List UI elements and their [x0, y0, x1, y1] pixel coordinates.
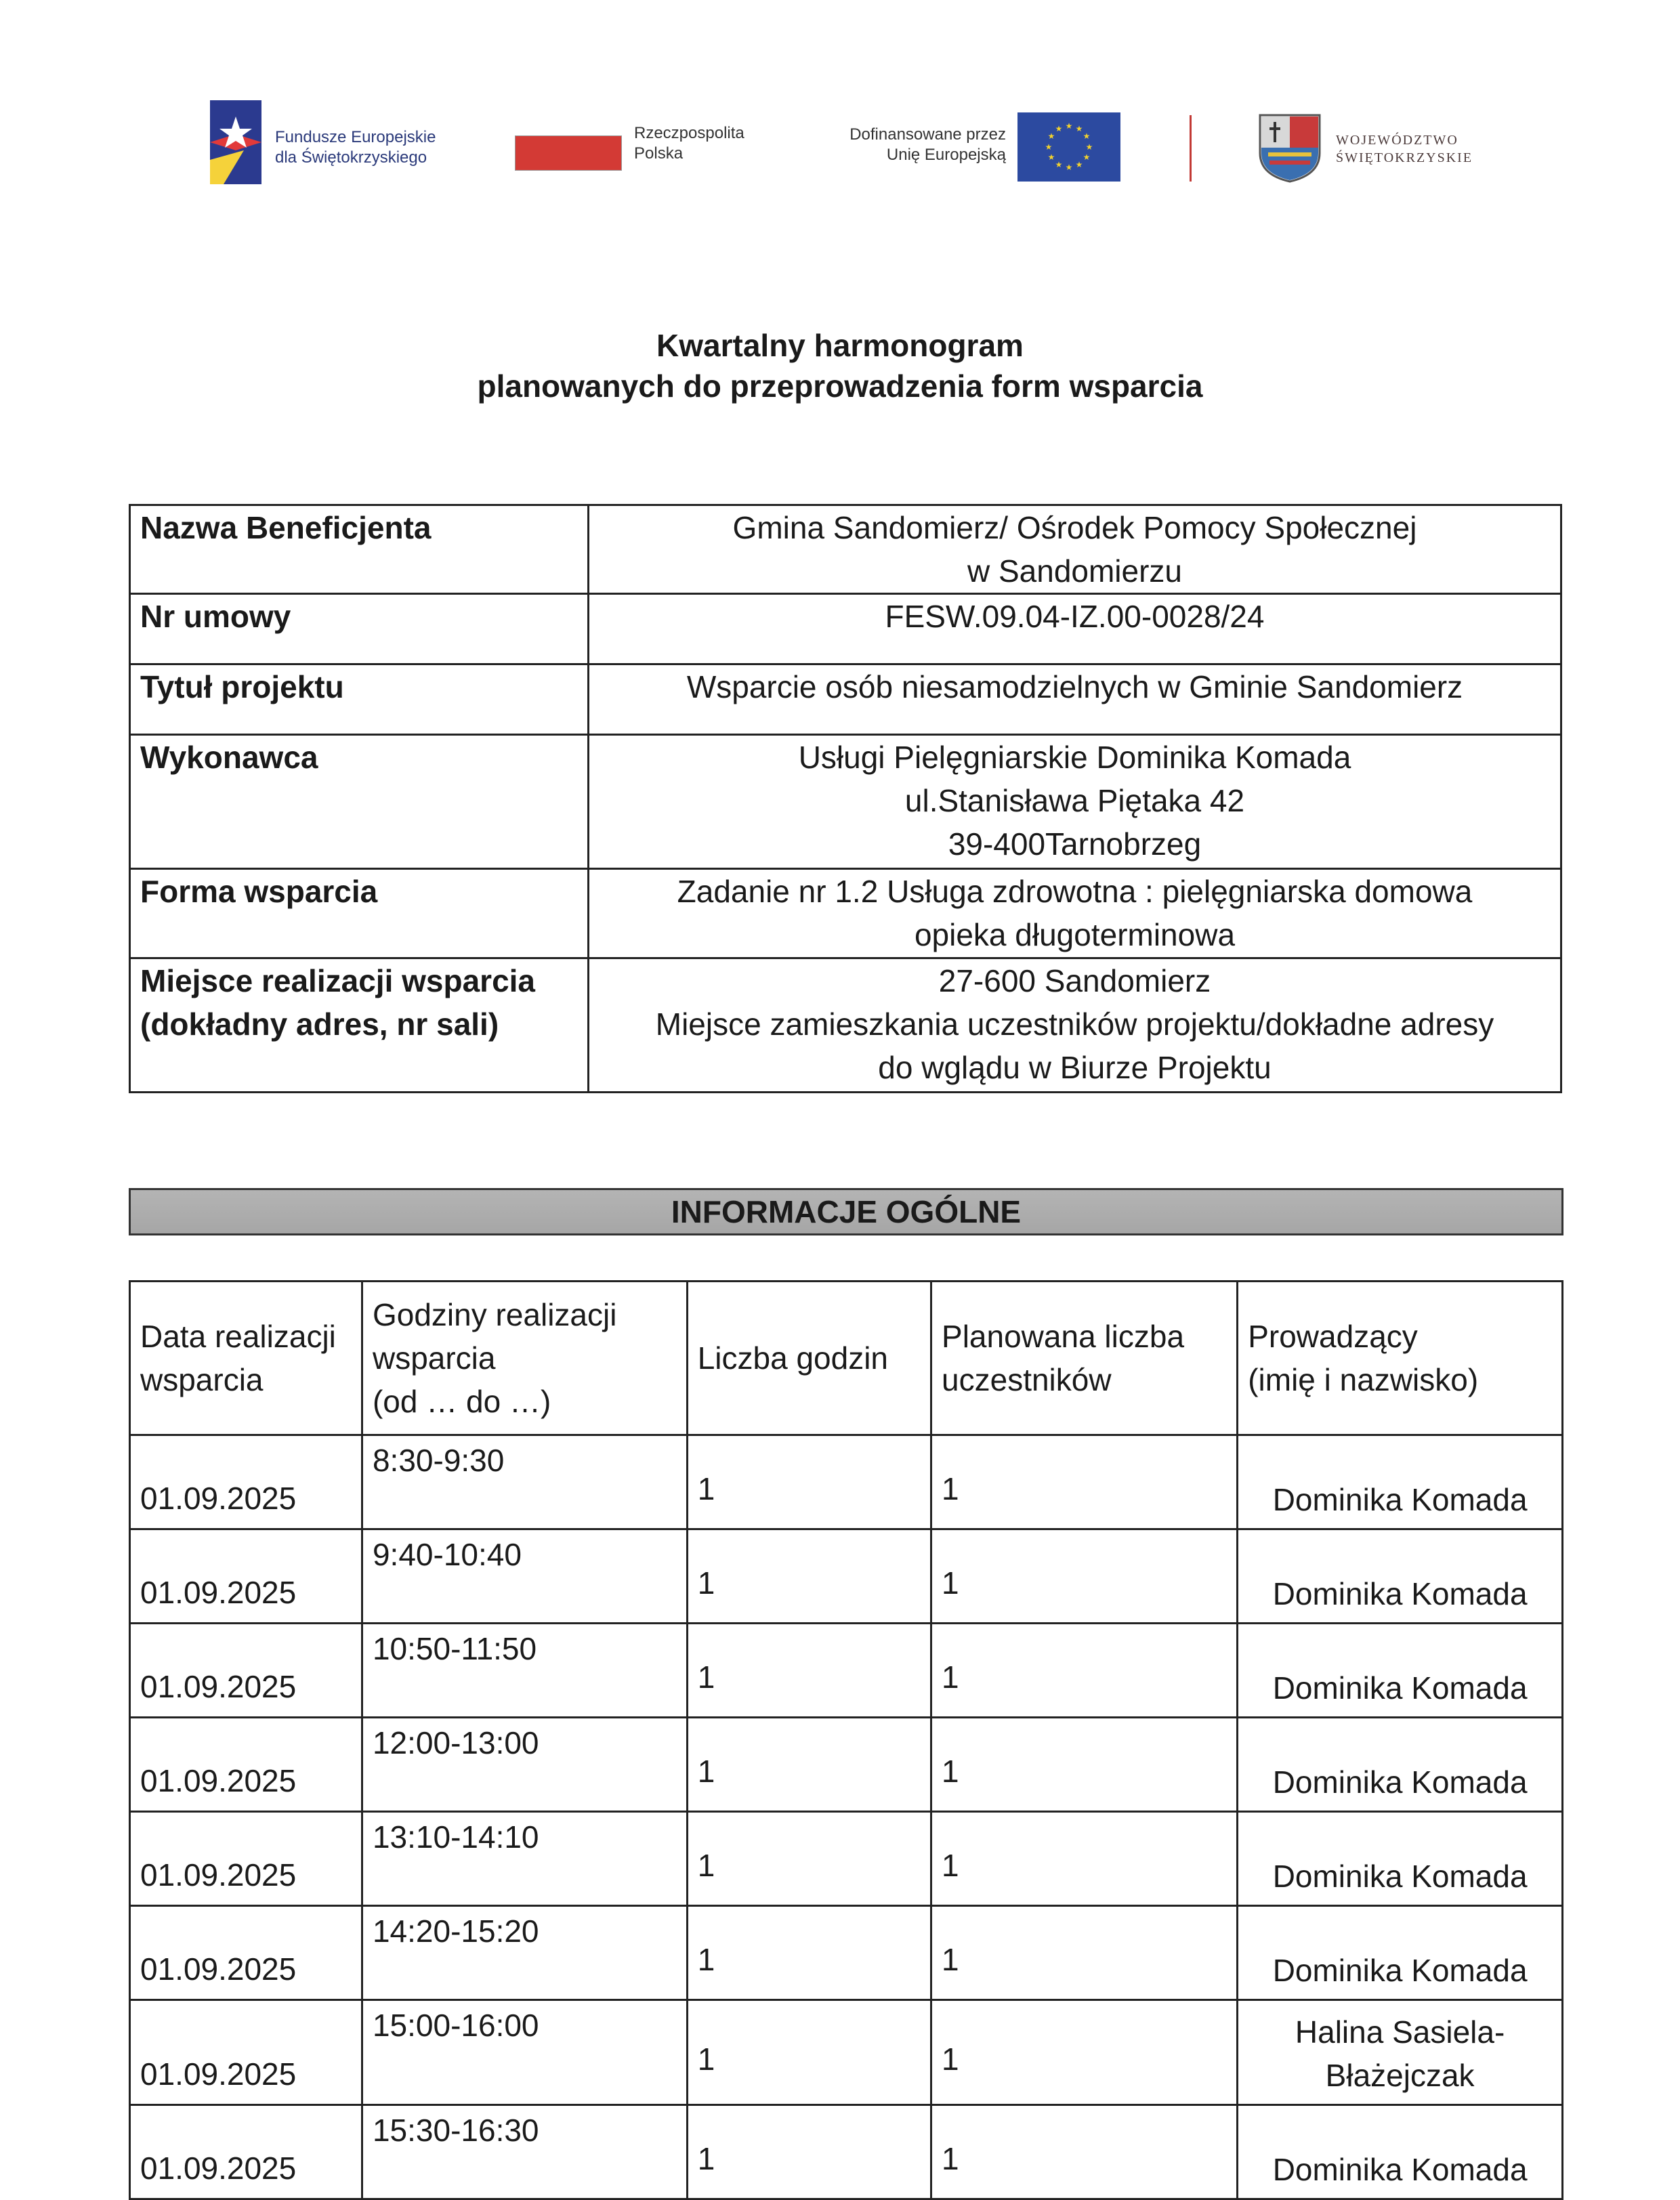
info-row-contract — [130, 594, 1561, 664]
svg-text:★: ★ — [1083, 131, 1091, 141]
cell-hours: 15:30-16:30 — [362, 2105, 687, 2199]
cell-hours: 10:50-11:50 — [362, 1624, 687, 1718]
cell-date: 01.09.2025 — [130, 1624, 362, 1718]
rp-logo-line2: Polska — [634, 144, 684, 163]
cell-count: 1 — [687, 1529, 931, 1624]
cell-participants: 1 — [931, 1906, 1238, 2000]
schedule-row — [130, 1812, 1563, 1906]
header-line: wsparcia — [372, 1340, 496, 1376]
info-value-line: Usługi Pielęgniarskie Dominika Komada — [798, 740, 1351, 775]
cell-hours: 15:00-16:00 — [362, 2000, 687, 2105]
cell-date: 01.09.2025 — [130, 1718, 362, 1812]
lead-line: Dominika Komada — [1272, 2152, 1528, 2187]
cell-lead — [1238, 1529, 1563, 1624]
info-value-line: 27-600 Sandomierz — [938, 963, 1211, 998]
cell-hours: 12:00-13:00 — [362, 1718, 687, 1812]
info-label: Wykonawca — [130, 735, 589, 869]
cell-hours: 8:30-9:30 — [362, 1435, 687, 1529]
schedule-row — [130, 1906, 1563, 2000]
header-line: wsparcia — [140, 1362, 264, 1397]
logo-divider — [1190, 115, 1192, 182]
cell-count: 1 — [687, 1624, 931, 1718]
polish-flag-icon — [515, 135, 622, 171]
rp-logo-line1: Rzeczpospolita — [634, 124, 744, 142]
header-date — [130, 1282, 362, 1435]
cell-lead — [1238, 1906, 1563, 2000]
cell-date: 01.09.2025 — [130, 1906, 362, 2000]
eu-logo-line2: Unię Europejską — [886, 146, 1006, 164]
cell-count: 1 — [687, 1718, 931, 1812]
logo-strip — [210, 95, 1497, 190]
schedule-row — [130, 2000, 1563, 2105]
cell-count: 1 — [687, 1812, 931, 1906]
info-value-line: ul.Stanisława Piętaka 42 — [904, 783, 1245, 818]
fe-logo-line1: Fundusze Europejskie — [275, 128, 436, 146]
lead-line: Dominika Komada — [1272, 1764, 1528, 1800]
cell-participants: 1 — [931, 1812, 1238, 1906]
schedule-row — [130, 2105, 1563, 2199]
lead-line: Dominika Komada — [1272, 1670, 1528, 1706]
svg-text:★: ★ — [1065, 121, 1073, 131]
cell-participants: 1 — [931, 1718, 1238, 1812]
info-label — [130, 958, 589, 1093]
eu-flag-icon — [1017, 112, 1120, 182]
cell-lead — [1238, 1624, 1563, 1718]
header-line: Planowana liczba — [942, 1319, 1185, 1354]
info-value — [589, 869, 1561, 958]
header-line: (od … do …) — [372, 1384, 551, 1419]
cell-lead — [1238, 1812, 1563, 1906]
cell-participants: 1 — [931, 1435, 1238, 1529]
svg-text:★: ★ — [1047, 152, 1055, 162]
info-row-contractor — [130, 735, 1561, 869]
cell-participants: 1 — [931, 2105, 1238, 2199]
cell-count: 1 — [687, 2000, 931, 2105]
schedule-row — [130, 1529, 1563, 1624]
lead-line: Dominika Komada — [1272, 1576, 1528, 1611]
info-row-beneficiary — [130, 505, 1561, 594]
cell-lead — [1238, 2105, 1563, 2199]
lead-line: Błażejczak — [1325, 2058, 1475, 2093]
cell-hours: 9:40-10:40 — [362, 1529, 687, 1624]
cell-lead — [1238, 2000, 1563, 2105]
info-row-project-title — [130, 664, 1561, 735]
eu-logo — [813, 112, 1138, 187]
cell-date: 01.09.2025 — [130, 1435, 362, 1529]
info-label: Nr umowy — [130, 594, 589, 664]
title-line1: Kwartalny harmonogram — [656, 328, 1024, 363]
schedule-row — [130, 1624, 1563, 1718]
sw-logo-line1: WOJEWÓDZTWO — [1336, 133, 1458, 148]
info-row-location — [130, 958, 1561, 1093]
fe-logo-line2: dla Świętokrzyskiego — [275, 148, 427, 167]
info-value — [589, 735, 1561, 869]
svg-text:★: ★ — [1055, 160, 1063, 169]
svg-text:★: ★ — [1047, 131, 1055, 141]
coat-of-arms-icon — [1257, 112, 1322, 183]
header-line: Godziny realizacji — [372, 1297, 617, 1332]
fe-logo — [210, 100, 481, 188]
sw-logo-line2: ŚWIĘTOKRZYSKIE — [1336, 150, 1473, 165]
info-value — [589, 594, 1561, 664]
lead-line: Halina Sasiela- — [1295, 2014, 1505, 2050]
fe-star-icon — [210, 100, 261, 184]
info-label: Nazwa Beneficjenta — [130, 505, 589, 594]
svg-text:★: ★ — [1075, 124, 1083, 133]
header-line: Prowadzący — [1248, 1319, 1418, 1354]
info-label-line: Miejsce realizacji wsparcia — [140, 963, 536, 998]
svg-text:★: ★ — [1085, 142, 1093, 152]
header-line: uczestników — [942, 1362, 1112, 1397]
cell-date: 01.09.2025 — [130, 1812, 362, 1906]
info-value-line: 39-400Tarnobrzeg — [948, 826, 1202, 862]
header-line: Data realizacji — [140, 1319, 336, 1354]
svg-text:★: ★ — [1055, 124, 1063, 133]
info-value-line: opieka długoterminowa — [914, 917, 1236, 952]
info-value-line: w Sandomierzu — [967, 553, 1183, 589]
cell-count: 1 — [687, 1435, 931, 1529]
info-value-line: do wglądu w Biurze Projektu — [878, 1050, 1272, 1085]
cell-participants: 1 — [931, 1624, 1238, 1718]
info-value-line: FESW.09.04-IZ.00-0028/24 — [885, 599, 1265, 634]
info-label: Tytuł projektu — [130, 664, 589, 735]
info-value-line: Gmina Sandomierz/ Ośrodek Pomocy Społecznej — [732, 510, 1417, 545]
cell-count: 1 — [687, 2105, 931, 2199]
header-count-hours: Liczba godzin — [687, 1282, 931, 1435]
cell-lead — [1238, 1435, 1563, 1529]
cell-date: 01.09.2025 — [130, 2105, 362, 2199]
header-participants — [931, 1282, 1238, 1435]
cell-participants: 1 — [931, 2000, 1238, 2105]
lead-line: Dominika Komada — [1272, 1953, 1528, 1988]
info-value-line: Wsparcie osób niesamodzielnych w Gminie Sandomierz — [686, 669, 1463, 704]
project-info-table — [129, 504, 1562, 1093]
swietokrzyskie-logo — [1257, 112, 1488, 187]
rp-logo — [515, 123, 786, 191]
info-value — [589, 958, 1561, 1093]
svg-text:★: ★ — [1083, 152, 1091, 162]
cell-hours: 14:20-15:20 — [362, 1906, 687, 2000]
lead-line: Dominika Komada — [1272, 1482, 1528, 1517]
info-value-line: Zadanie nr 1.2 Usługa zdrowotna : pielęgniarska domowa — [677, 874, 1473, 909]
info-label: Forma wsparcia — [130, 869, 589, 958]
svg-text:★: ★ — [1045, 142, 1053, 152]
cell-hours: 13:10-14:10 — [362, 1812, 687, 1906]
svg-text:★: ★ — [1075, 160, 1083, 169]
title-line2: planowanych do przeprowadzenia form wsparcia — [477, 368, 1203, 404]
lead-line: Dominika Komada — [1272, 1859, 1528, 1894]
schedule-header-row — [130, 1282, 1563, 1435]
section-banner: INFORMACJE OGÓLNE — [129, 1188, 1563, 1235]
schedule-row — [130, 1435, 1563, 1529]
info-value-line: Miejsce zamieszkania uczestników projektu/dokładne adresy — [655, 1007, 1494, 1042]
eu-logo-line1: Dofinansowane przez — [849, 125, 1006, 144]
info-label-line: (dokładny adres, nr sali) — [140, 1007, 499, 1042]
info-row-support-form — [130, 869, 1561, 958]
header-line: (imię i nazwisko) — [1248, 1362, 1479, 1397]
cell-lead — [1238, 1718, 1563, 1812]
schedule-row — [130, 1718, 1563, 1812]
info-value — [589, 505, 1561, 594]
cell-count: 1 — [687, 1906, 931, 2000]
header-lead — [1238, 1282, 1563, 1435]
svg-text:★: ★ — [1065, 163, 1073, 172]
schedule-table — [129, 1280, 1563, 2200]
cell-date: 01.09.2025 — [130, 1529, 362, 1624]
document-title — [0, 325, 1680, 406]
info-value — [589, 664, 1561, 735]
cell-participants: 1 — [931, 1529, 1238, 1624]
header-hours — [362, 1282, 687, 1435]
cell-date: 01.09.2025 — [130, 2000, 362, 2105]
